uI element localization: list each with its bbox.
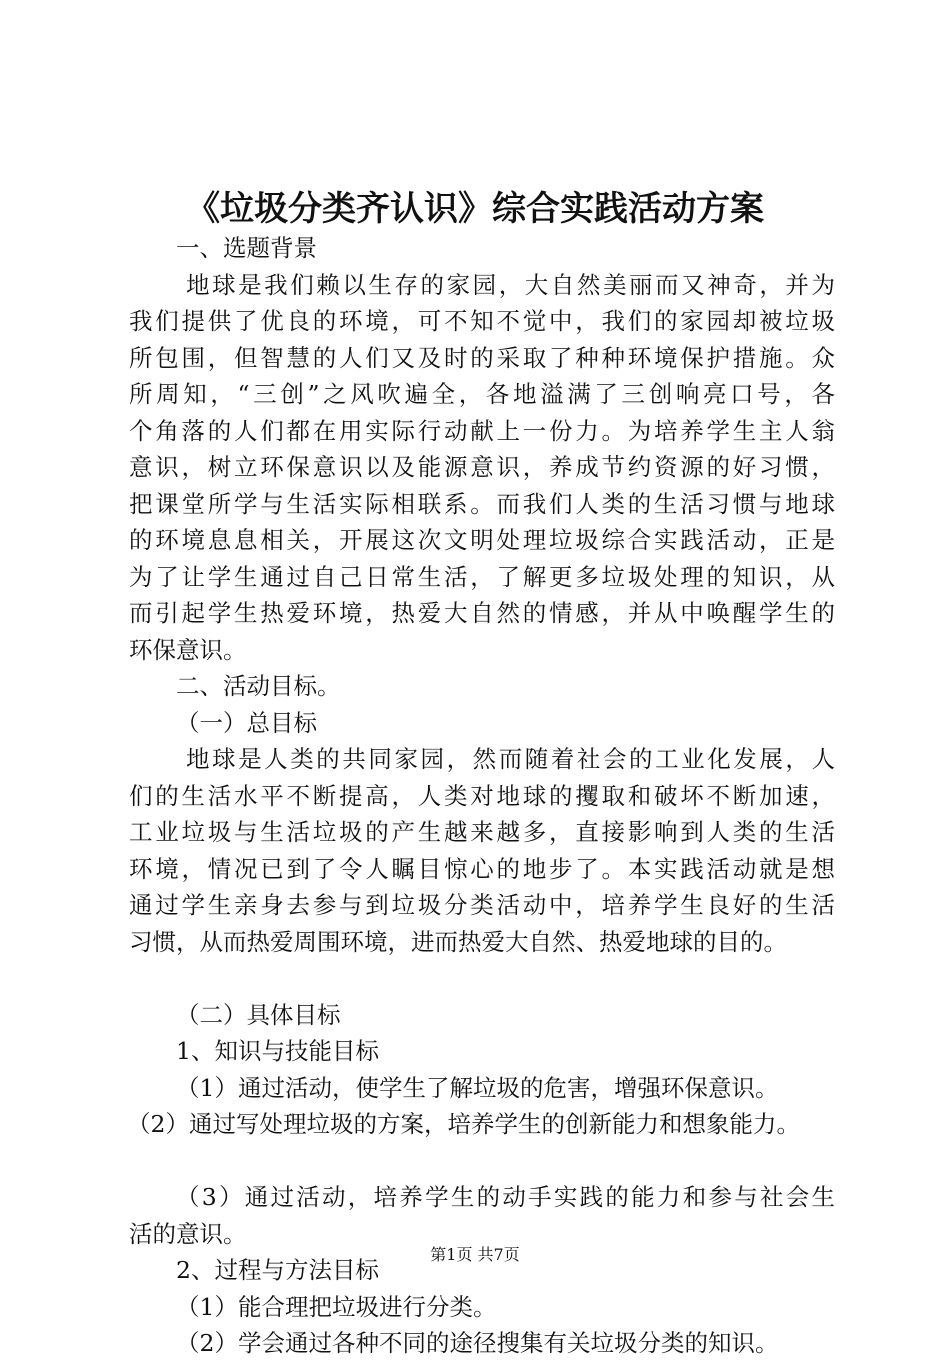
paragraph-line: 工业垃圾与生活垃圾的产生越来越多，直接影响到人类的生活 bbox=[129, 818, 835, 846]
goal-heading-knowledge: 1、知识与技能目标 bbox=[176, 1037, 379, 1065]
paragraph-line: 意识，树立环保意识以及能源意识，养成节约资源的好习惯， bbox=[129, 453, 835, 481]
section-heading-goals: 二、活动目标。 bbox=[176, 672, 341, 700]
paragraph-line: 环保意识。 bbox=[129, 635, 247, 664]
paragraph-line: 环境，情况已到了令人瞩目惊心的地步了。本实践活动就是想 bbox=[129, 854, 835, 883]
paragraph-line: 通过学生亲身去参与到垃圾分类活动中，培养学生良好的生活 bbox=[129, 891, 835, 919]
goal-heading-process: 2、过程与方法目标 bbox=[176, 1256, 379, 1284]
page-footer: 第1页 共7页 bbox=[430, 1245, 520, 1264]
goal-item: （2）学会通过各种不同的途径搜集有关垃圾分类的知识。 bbox=[176, 1329, 779, 1357]
paragraph-line: 所包围，但智慧的人们又及时的采取了种种环境保护措施。众 bbox=[129, 343, 835, 372]
paragraph-line: 地球是人类的共同家园，然而随着社会的工业化发展，人 bbox=[186, 745, 835, 773]
blank-line bbox=[129, 1143, 835, 1180]
document-body bbox=[129, 230, 835, 1362]
goal-item-continued: 活的意识。 bbox=[129, 1219, 247, 1248]
paragraph-line: 所周知，“三创”之风吹遍全，各地溢满了三创响亮口号，各 bbox=[129, 380, 835, 408]
paragraph-line: 个角落的人们都在用实际行动献上一份力。为培养学生主人翁 bbox=[129, 416, 835, 445]
paragraph-line: 为了让学生通过自己日常生活，了解更多垃圾处理的知识，从 bbox=[129, 562, 835, 591]
paragraph-line: 习惯，从而热爱周围环境，进而热爱大自然、热爱地球的目的。 bbox=[129, 927, 787, 956]
goal-item: （1）通过活动，使学生了解垃圾的危害，增强环保意识。 bbox=[176, 1073, 779, 1102]
subsection-heading-specific: （二）具体目标 bbox=[176, 1000, 341, 1029]
document-title: 《垃圾分类齐认识》综合实践活动方案 bbox=[186, 189, 764, 229]
goal-item: （3）通过活动，培养学生的动手实践的能力和参与社会生 bbox=[176, 1183, 835, 1211]
blank-line bbox=[129, 960, 835, 997]
section-heading-background: 一、选题背景 bbox=[176, 234, 317, 262]
goal-item: （2）通过写处理垃圾的方案，培养学生的创新能力和想象能力。 bbox=[127, 1110, 800, 1138]
paragraph-line: 而引起学生热爱环境，热爱大自然的情感，并从中唤醒学生的 bbox=[129, 599, 835, 627]
paragraph-line: 我们提供了优良的环境，可不知不觉中，我们的家园却被垃圾 bbox=[129, 307, 835, 335]
paragraph-line: 的环境息息相关，开展这次文明处理垃圾综合实践活动，正是 bbox=[129, 526, 835, 554]
paragraph-line: 们的生活水平不断提高，人类对地球的攫取和破坏不断加速， bbox=[129, 781, 835, 810]
paragraph-line: 地球是我们赖以生存的家园，大自然美丽而又神奇，并为 bbox=[186, 270, 835, 299]
paragraph-line: 把课堂所学与生活实际相联系。而我们人类的生活习惯与地球 bbox=[129, 489, 835, 518]
goal-item: （1）能合理把垃圾进行分类。 bbox=[176, 1292, 497, 1321]
subsection-heading-overall: （一）总目标 bbox=[176, 708, 317, 737]
